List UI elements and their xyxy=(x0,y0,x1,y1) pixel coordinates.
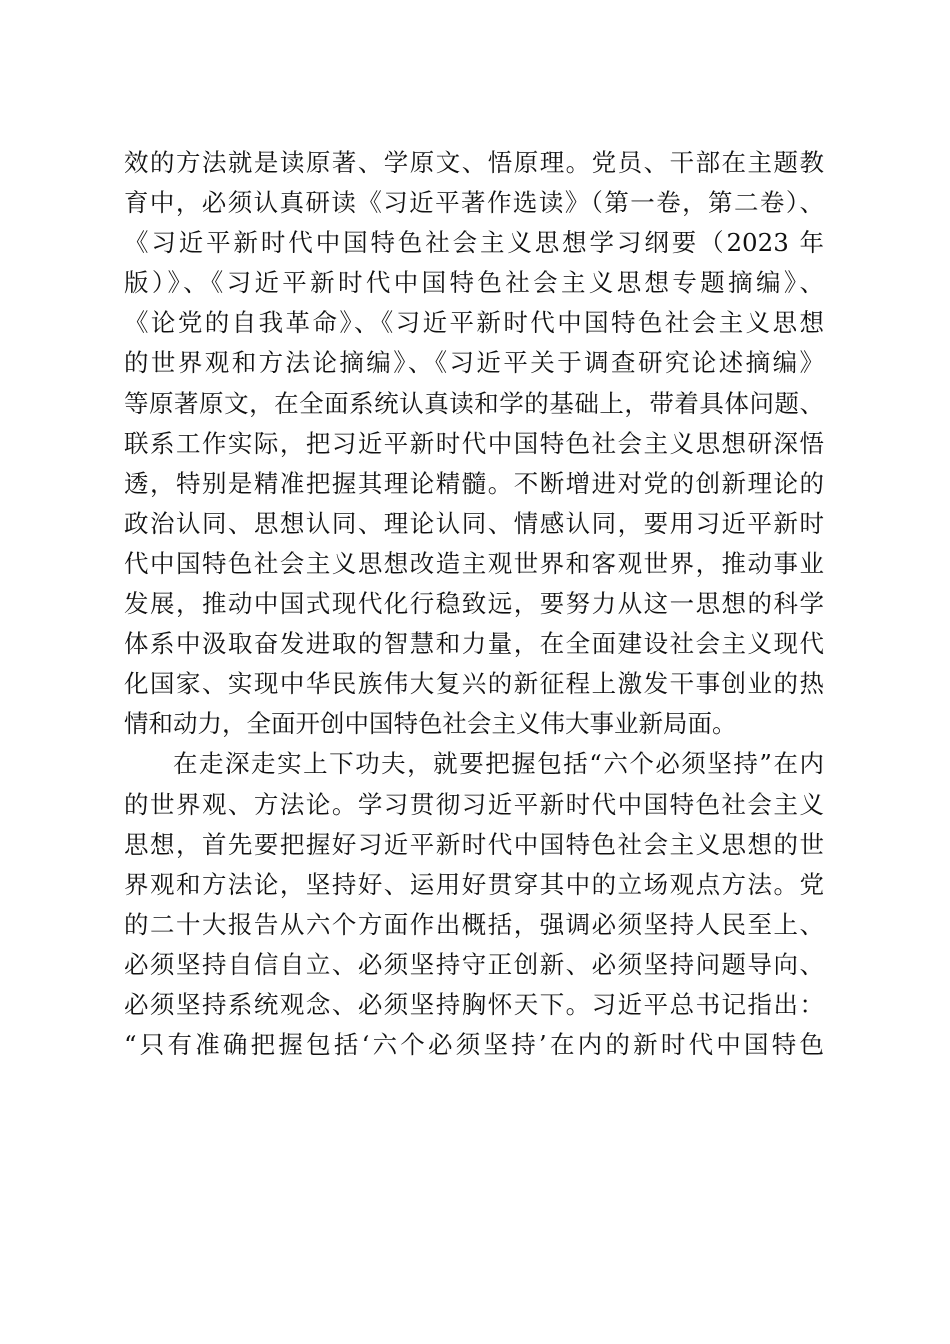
paragraph-2 xyxy=(124,744,824,1065)
text-line: 育中，必须认真研读《习近平著作选读》（第一卷，第二卷）、 xyxy=(124,188,824,218)
text-line: 版）》、《习近平新时代中国特色社会主义思想专题摘编》、 xyxy=(124,268,824,298)
text-line: 政治认同、思想认同、理论认同、情感认同，要用习近平新时 xyxy=(124,508,824,538)
text-line: 《习近平新时代中国特色社会主义思想学习纲要（2023 年 xyxy=(124,228,824,258)
text-line: 效的方法就是读原著、学原文、悟原理。党员、干部在主题教 xyxy=(124,148,824,177)
text-line: 等原著原文，在全面系统认真读和学的基础上，带着具体问题、 xyxy=(124,388,824,418)
text-line: “只有准确把握包括‘六个必须坚持’在内的新时代中国特色 xyxy=(124,1030,824,1060)
text-line: 代中国特色社会主义思想改造主观世界和客观世界，推动事业 xyxy=(124,548,824,578)
text-line: 体系中汲取奋发进取的智慧和力量，在全面建设社会主义现代 xyxy=(124,629,824,659)
text-line: 透，特别是精准把握其理论精髓。不断增进对党的创新理论的 xyxy=(124,468,824,498)
document-body xyxy=(124,143,824,1065)
text-line: 的世界观和方法论摘编》、《习近平关于调查研究论述摘编》 xyxy=(124,348,824,378)
text-line: 《论党的自我革命》、《习近平新时代中国特色社会主义思想 xyxy=(124,308,824,338)
text-line: 必须坚持自信自立、必须坚持守正创新、必须坚持问题导向、 xyxy=(124,949,824,979)
text-line: 的二十大报告从六个方面作出概括，强调必须坚持人民至上、 xyxy=(124,909,824,939)
text-line: 的世界观、方法论。学习贯彻习近平新时代中国特色社会主义 xyxy=(124,789,824,819)
paragraph-1 xyxy=(124,143,824,744)
text-line: 在走深走实上下功夫，就要把握包括“六个必须坚持”在内 xyxy=(173,749,824,779)
text-line: 必须坚持系统观念、必须坚持胸怀天下。习近平总书记指出： xyxy=(124,989,824,1019)
text-line: 思想，首先要把握好习近平新时代中国特色社会主义思想的世 xyxy=(124,829,824,859)
text-line: 界观和方法论，坚持好、运用好贯穿其中的立场观点方法。党 xyxy=(124,869,824,899)
text-line: 联系工作实际，把习近平新时代中国特色社会主义思想研深悟 xyxy=(124,428,824,458)
text-line: 情和动力，全面开创中国特色社会主义伟大事业新局面。 xyxy=(124,709,737,739)
text-line: 发展，推动中国式现代化行稳致远，要努力从这一思想的科学 xyxy=(124,589,824,619)
text-line: 化国家、实现中华民族伟大复兴的新征程上激发干事创业的热 xyxy=(124,669,824,699)
